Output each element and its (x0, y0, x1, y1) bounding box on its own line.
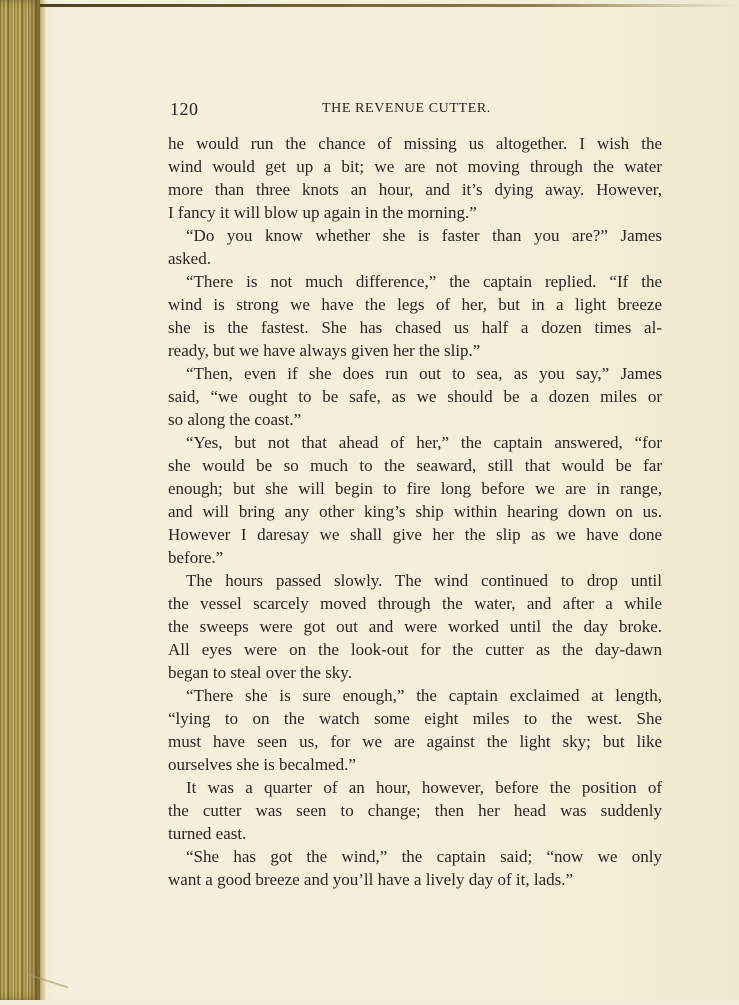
text-line: more than three knots an hour, and it’s dying away. However, (168, 180, 662, 199)
text-line: The hours passed slowly. The wind continued to drop until (186, 571, 662, 590)
text-line: the vessel scarcely moved through the water, and after a while (168, 594, 662, 613)
text-line: turned east. (168, 824, 247, 843)
text-line: “She has got the wind,” the captain said; “now we only (186, 847, 662, 866)
text-line: before.” (168, 548, 224, 567)
text-line: wind is strong we have the legs of her, but in a light breeze (168, 295, 662, 314)
text-line: However I daresay we shall give her the slip as we have done (168, 525, 662, 544)
text-line: ready, but we have always given her the slip.” (168, 341, 481, 360)
text-line: ourselves she is becalmed.” (168, 755, 356, 774)
top-edge-rule (40, 4, 739, 7)
text-line: said, “we ought to be safe, as we should be a dozen miles or (168, 387, 662, 406)
text-line: and will bring any other king’s ship within hearing down on us. (168, 502, 662, 521)
text-line: the cutter was seen to change; then her head was suddenly (168, 801, 662, 820)
text-line: must have seen us, for we are against the light sky; but like (168, 732, 662, 751)
text-line: the sweeps were got out and were worked until the day broke. (168, 617, 662, 636)
text-line: enough; but she will begin to fire long before we are in range, (168, 479, 662, 498)
binding-edge (40, 0, 46, 1000)
text-line: want a good breeze and you’ll have a lively day of it, lads.” (168, 870, 574, 889)
page-number: 120 (170, 99, 199, 119)
text-line: All eyes were on the look-out for the cutter as the day-dawn (168, 640, 662, 659)
running-head (170, 99, 660, 123)
text-line: he would run the chance of missing us altogether. I wish the (168, 134, 662, 153)
text-line: “Yes, but not that ahead of her,” the captain answered, “for (186, 433, 662, 452)
text-line: wind would get up a bit; we are not moving through the water (168, 157, 662, 176)
text-line: I fancy it will blow up again in the morning.” (168, 203, 477, 222)
text-line: “Then, even if she does run out to sea, as you say,” James (186, 364, 662, 383)
text-line: “There she is sure enough,” the captain exclaimed at length, (186, 686, 662, 705)
text-line: so along the coast.” (168, 410, 302, 429)
text-line: “lying to on the watch some eight miles to the west. She (168, 709, 662, 728)
book-binding (0, 0, 40, 1000)
text-line: It was a quarter of an hour, however, before the position of (186, 778, 662, 797)
text-line: began to steal over the sky. (168, 663, 352, 682)
running-title: THE REVENUE CUTTER. (322, 101, 491, 116)
text-line: “Do you know whether she is faster than you are?” James (186, 226, 662, 245)
text-line: “There is not much difference,” the captain replied. “If the (186, 272, 662, 291)
text-line: she is the fastest. She has chased us half a dozen times al- (168, 318, 662, 337)
text-line: asked. (168, 249, 211, 268)
body-text (168, 132, 662, 891)
text-line: she would be so much to the seaward, still that would be far (168, 456, 662, 475)
